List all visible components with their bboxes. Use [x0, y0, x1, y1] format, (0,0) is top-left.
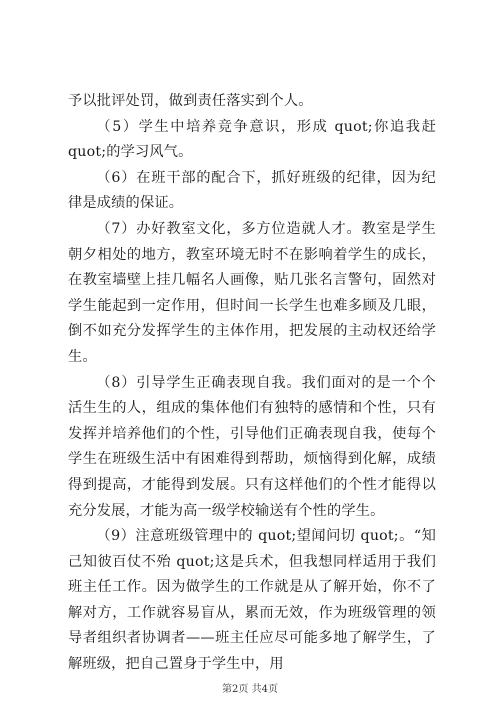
paragraph-item-8: （8）引导学生正确表现自我。我们面对的是一个个活生生的人，组成的集体他们有独特的感情和个性，只有发挥并培养他们的个性，引导他们正确表现自我，使每个学生在班级生活中有困难得到帮助，烦恼得到化解，成绩得到提高，才能得到发展。只有这样他们的个性才能得以充分发展，才能为高一级学校输送有个性的学生。	[68, 374, 436, 519]
page-footer: 第2页 共4页	[222, 684, 278, 695]
paragraph-item-5: （5）学生中培养竞争意识，形成 quot;你追我赶 quot;的学习风气。	[68, 118, 436, 161]
document-body	[68, 89, 436, 678]
paragraph-item-6: （6）在班干部的配合下，抓好班级的纪律，因为纪律是成绩的保证。	[68, 169, 436, 212]
paragraph-continuation: 予以批评处罚，做到责任落实到个人。	[68, 93, 313, 109]
paragraph-item-9: （9）注意班级管理中的 quot;望闻问切 quot;。“知己知彼百仗不殆 quot;这是兵术，但我想同样适用于我们班主任工作。因为做学生的工作就是从了解开始，你不了解对方，工作就容易盲从，累而无效，作为班级管理的领导者组织者协调者——班主任应尽可能多地了解学生，了解班级，把自己置身于学生中，用	[68, 528, 436, 673]
paragraph-item-7: （7）办好教室文化，多方位造就人才。教室是学生朝夕相处的地方，教室环境无时不在影响着学生的成长，在教室墙壁上挂几幅名人画像，贴几张名言警句，固然对学生能起到一定作用，但时间一长学生也难多顾及几眼，倒不如充分发挥学生的主体作用，把发展的主动权还给学生。	[68, 220, 436, 365]
